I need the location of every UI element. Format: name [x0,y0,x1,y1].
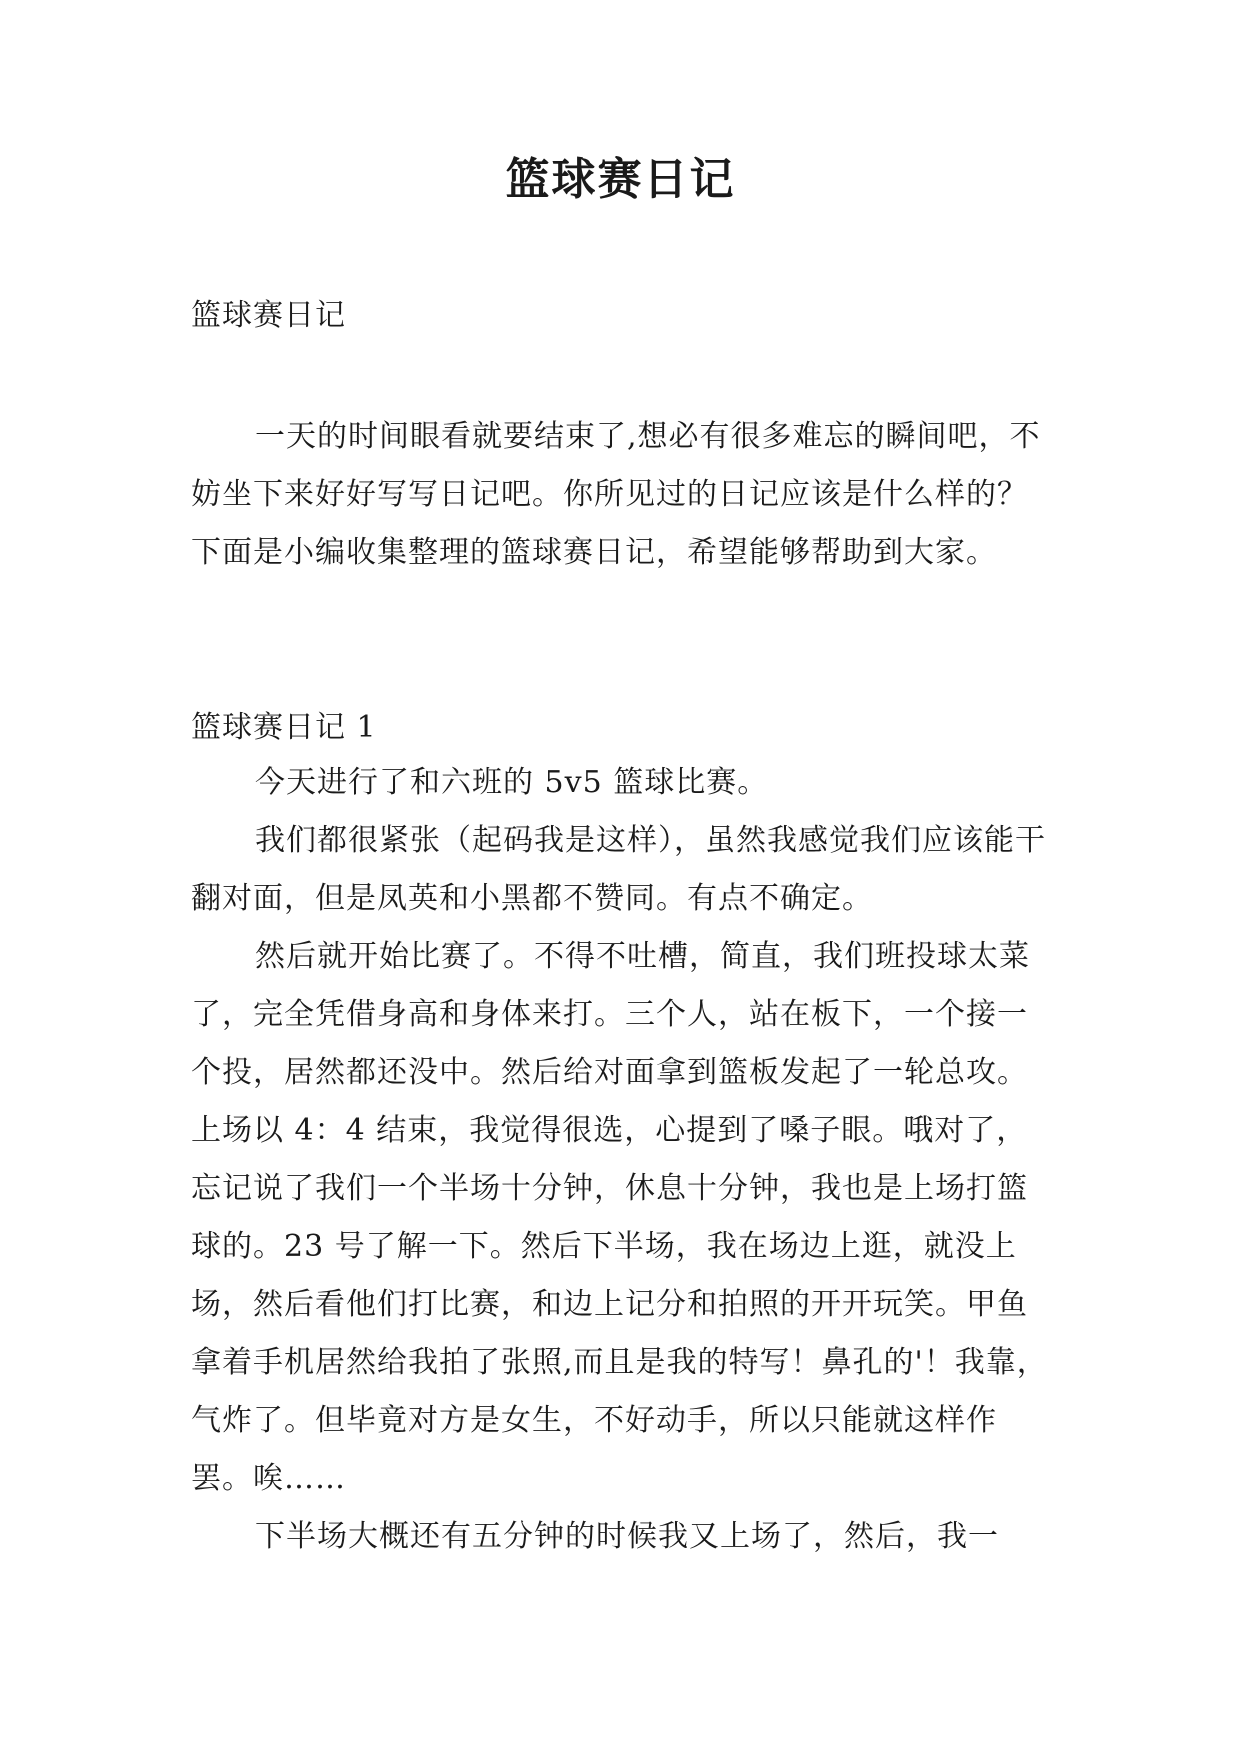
paragraph: 下半场大概还有五分钟的时候我又上场了，然后，我一 [255,1519,999,1554]
document-subtitle: 篮球赛日记 [191,298,346,333]
paragraph: 然后就开始比赛了。不得不吐槽，简直，我们班投球太菜了，完全凭借身高和身体来打。三个人，站在板下，一个接一个投，居然都还没中。然后给对面拿到篮板发起了一轮总攻。上场以 4：4 结束，我觉得很选，心提到了嗓子眼。哦对了，忘记说了我们一个半场十分钟，休息十分钟，我也是上场打篮球的。23 号了解一下。然后下半场，我在场边上逛，就没上场，然后看他们打比赛，和边上记分和拍照的开开玩笑。甲鱼拿着手机居然给我拍了张照,而且是我的特写！鼻孔的'！我靠，气炸了。但毕竟对方是女生，不好动手，所以只能就这样作罢。唉…… [191,939,1048,1496]
page-title: 篮球赛日记 [505,154,736,205]
diary-entry [191,754,1051,1566]
section-heading: 篮球赛日记 1 [191,710,377,745]
paragraph: 我们都很紧张（起码我是这样），虽然我感觉我们应该能干翻对面，但是凤英和小黑都不赞同。有点不确定。 [191,823,1046,916]
intro-paragraph: 一天的时间眼看就要结束了,想必有很多难忘的瞬间吧，不妨坐下来好好写写日记吧。你所见过的日记应该是什么样的？下面是小编收集整理的篮球赛日记，希望能够帮助到大家。 [191,419,1041,570]
paragraph: 今天进行了和六班的 5v5 篮球比赛。 [255,765,769,800]
